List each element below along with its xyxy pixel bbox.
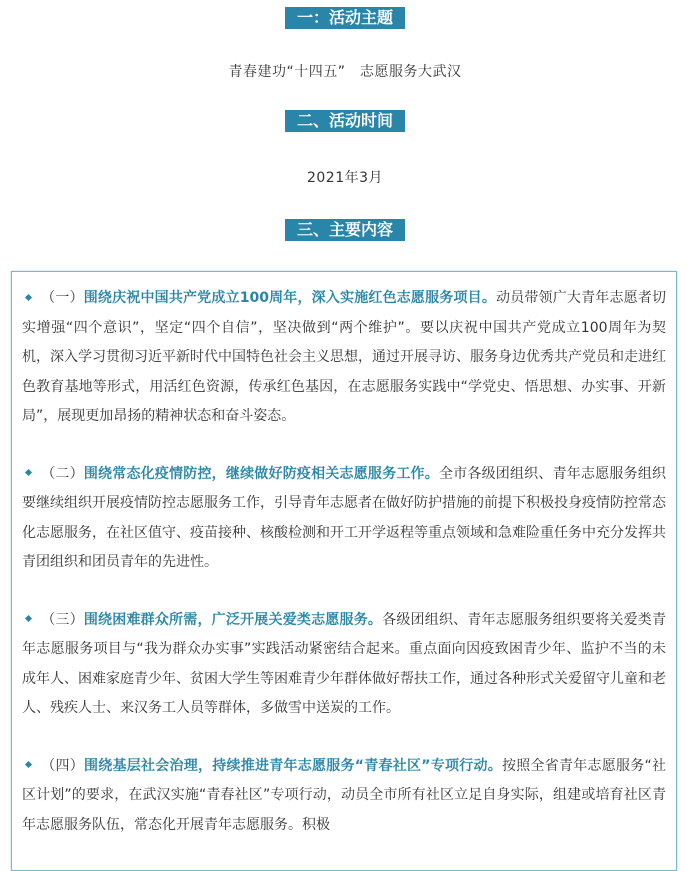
content-item	[22, 460, 666, 578]
item-body: 各级团组织、青年志愿服务组织要将关爱类青年志愿服务项目与“我为群众办实事”实践活动紧密结合起来。重点面向因疫致困青少年、监护不当的未成年人、困难家庭青少年、贫困大学生等困难青少年群体做好帮扶工作，通过各种形式关爱留守儿童和老人、残疾人士、来汉务工人员等群体，多做雪中送炭的工作。	[22, 611, 667, 716]
item-body: 动员带领广大青年志愿者切实增强“四个意识”，坚定“四个自信”，坚决做到“两个维护”。要以庆祝中国共产党成立100周年为契机，深入学习贯彻习近平新时代中国特色社会主义思想，通过开展寻访、服务身边优秀共产党员和走进红色教育基地等形式，用活红色资源，传承红色基因，在志愿服务实践中“学党史、悟思想、办实事、开新局”，展现更加昂扬的精神状态和奋斗姿态。	[22, 290, 667, 424]
theme-text: 青春建功“十四五” 志愿服务大武汉	[228, 64, 462, 80]
item-heading: 围绕常态化疫情防控，继续做好防疫相关志愿服务工作。	[83, 465, 439, 482]
section-header-theme	[0, 7, 690, 29]
item-heading: 围绕基层社会治理，持续推进青年志愿服务“青春社区”专项行动。	[84, 757, 502, 774]
content-item	[22, 284, 666, 432]
section-title-content: 三、主要内容	[285, 219, 405, 241]
content-item	[22, 606, 666, 724]
item-label: （二）	[41, 465, 84, 482]
item-label: （一）	[41, 290, 84, 306]
time-text: 2021年3月	[306, 170, 384, 186]
section-header-time	[0, 110, 690, 132]
content-item	[22, 752, 666, 841]
section-title-theme: 一：活动主题	[285, 7, 405, 29]
item-label: （四）	[41, 757, 85, 774]
main-content-box	[11, 271, 677, 871]
item-heading: 围绕困难群众所需，广泛开展关爱类志愿服务。	[83, 611, 383, 628]
item-heading: 围绕庆祝中国共产党成立100周年，深入实施红色志愿服务项目。	[83, 290, 497, 306]
item-body: 按照全省青年志愿服务“社区计划”的要求，在武汉实施“青春社区”专项行动，动员全市所有社区立足自身实际，组建或培育社区青年志愿服务队伍，常态化开展青年志愿服务。积极	[22, 757, 666, 833]
diamond-bullet-icon	[25, 615, 32, 622]
item-body: 全市各级团组织、青年志愿服务组织要继续组织开展疫情防控志愿服务工作，引导青年志愿者在做好防护措施的前提下积极投身疫情防控常态化志愿服务，在社区值守、疫苗接种、核酸检测和开工开学返程等重点领域和急难险重任务中充分发挥共青团组织和团员青年的先进性。	[22, 465, 667, 570]
section-title-time: 二、活动时间	[285, 110, 405, 132]
diamond-bullet-icon	[25, 469, 32, 476]
section-header-content	[0, 219, 690, 241]
diamond-bullet-icon	[25, 293, 32, 300]
item-label: （三）	[41, 611, 84, 628]
diamond-bullet-icon	[25, 761, 32, 768]
